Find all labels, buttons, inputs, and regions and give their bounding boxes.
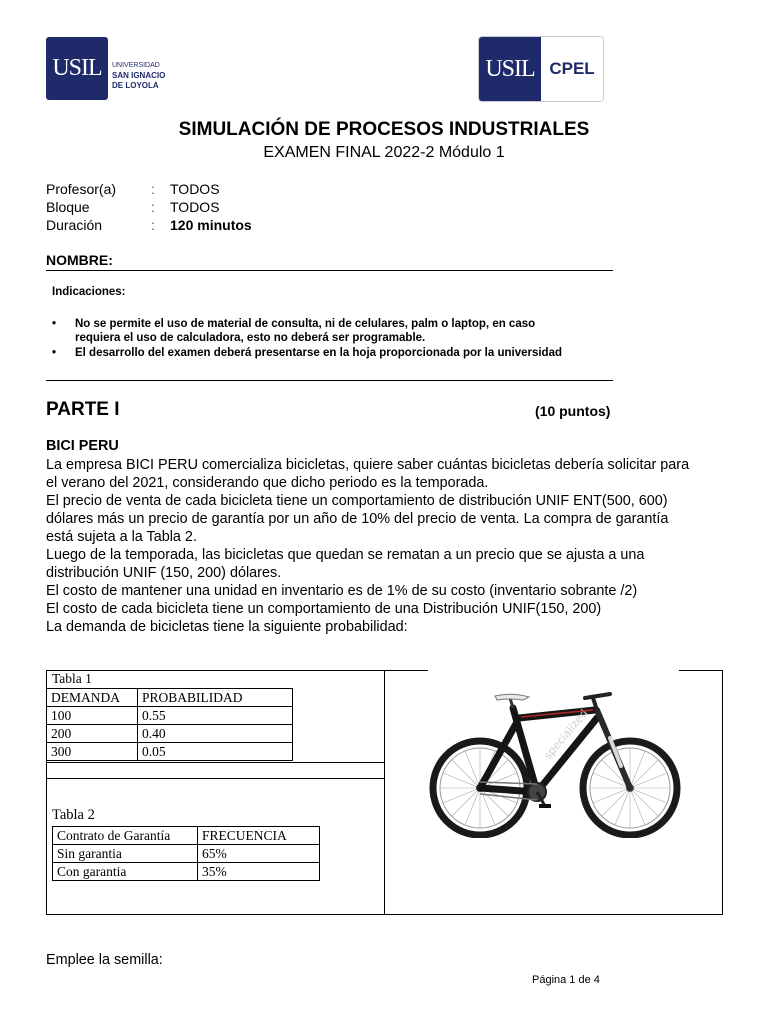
list-item-text: requiera el uso de calculadora, esto no deberá ser programable.: [75, 332, 426, 344]
table-row: [47, 725, 293, 743]
problem-line: La empresa BICI PERU comercializa bicicletas, quiere saber cuántas bicicletas debería solicitar para: [46, 457, 690, 473]
cpel-logo: [478, 36, 604, 102]
exam-subtitle: EXAMEN FINAL 2022-2 Módulo 1: [263, 144, 505, 161]
meta-key: Bloque: [46, 199, 90, 215]
table-cell: 0.55: [138, 707, 293, 725]
table-cell: 65%: [198, 845, 320, 863]
exam-title: SIMULACIÓN DE PROCESOS INDUSTRIALES: [178, 119, 590, 140]
table-header-cell: PROBABILIDAD: [138, 689, 293, 707]
table-row: [47, 743, 293, 761]
table-cell: 200: [47, 725, 138, 743]
list-item-text: No se permite el uso de material de consulta, ni de celulares, palm o laptop, en caso: [75, 318, 536, 330]
tabla2-caption: Tabla 2: [52, 807, 95, 823]
problem-line: Luego de la temporada, las bicicletas que quedan se rematan a un precio que se ajusta a una: [46, 547, 645, 563]
indicaciones-label: Indicaciones:: [52, 286, 126, 298]
cpel-logo-mark-text: USIL: [485, 55, 535, 82]
problem-line: distribución UNIF (150, 200) dólares.: [46, 565, 282, 581]
meta-value: TODOS: [170, 199, 220, 215]
problem-line: El costo de mantener una unidad en inventario es de 1% de su costo (inventario sobrante /2): [46, 583, 638, 599]
table-row: [53, 845, 320, 863]
usil-logo-line1: UNIVERSIDAD: [112, 62, 160, 69]
problem-line: El costo de cada bicicleta tiene un comportamiento de una Distribución UNIF(150, 200): [46, 601, 602, 617]
meta-key: Profesor(a): [46, 181, 117, 197]
cpel-logo-mark: [479, 37, 541, 101]
table-cell: Sin garantia: [53, 845, 198, 863]
meta-value: 120 minutos: [170, 217, 252, 233]
indicaciones-divider: [46, 380, 613, 381]
list-item-text: El desarrollo del examen deberá presentarse en la hoja proporcionada por la universidad: [75, 347, 562, 359]
frame-top-right: [679, 670, 722, 671]
meta-row-duracion: [46, 216, 346, 234]
table-row: [47, 707, 293, 725]
frame-right: [722, 670, 723, 914]
usil-logo-line3: DE LOYOLA: [112, 81, 159, 90]
frame-top-left: [46, 670, 428, 671]
usil-logo-mark: [46, 37, 108, 100]
table-header-cell: Contrato de Garantía: [53, 827, 198, 845]
table-cell: 0.05: [138, 743, 293, 761]
exam-meta: [46, 180, 346, 236]
table-header-row: [47, 689, 293, 707]
problem-line: está sujeta a la Tabla 2.: [46, 529, 197, 545]
frame-bottom: [46, 914, 723, 915]
table-row: [53, 863, 320, 881]
problem-heading: BICI PERU: [46, 438, 119, 454]
tabla2: [52, 826, 320, 881]
meta-sep: :: [151, 181, 155, 197]
meta-row-bloque: [46, 198, 346, 216]
bicycle-image: [425, 688, 685, 838]
frame-mid-upper: [46, 762, 384, 763]
nombre-line: [46, 270, 613, 271]
usil-logo-line2: SAN IGNACIO: [112, 71, 166, 80]
table-header-cell: FRECUENCIA: [198, 827, 320, 845]
table-cell: Con garantia: [53, 863, 198, 881]
table-cell: 35%: [198, 863, 320, 881]
problem-line: dólares más un precio de garantía por un año de 10% del precio de venta. La compra de garantía: [46, 511, 669, 527]
parte-title: PARTE I: [46, 399, 120, 420]
frame-top-seg: [384, 670, 428, 671]
meta-row-profesor: [46, 180, 346, 198]
svg-text:specialized: specialized: [541, 706, 591, 762]
tabla1: [46, 688, 293, 761]
table-cell: 300: [47, 743, 138, 761]
nombre-label: NOMBRE:: [46, 252, 113, 268]
usil-logo: [46, 37, 206, 101]
problem-line: el verano del 2021, considerando que dicho periodo es la temporada.: [46, 475, 489, 491]
tabla1-caption: Tabla 1: [52, 671, 92, 686]
problem-line: La demanda de bicicletas tiene la siguiente probabilidad:: [46, 619, 408, 635]
problem-text: [46, 456, 736, 636]
table-cell: 0.40: [138, 725, 293, 743]
table-cell: 100: [47, 707, 138, 725]
frame-divider: [384, 670, 385, 914]
usil-logo-text: [112, 61, 165, 91]
frame-mid: [46, 778, 384, 779]
table-header-cell: DEMANDA: [47, 689, 138, 707]
semilla-label: Emplee la semilla:: [46, 952, 163, 968]
meta-key: Duración: [46, 217, 103, 233]
meta-sep: :: [151, 199, 155, 215]
meta-sep: :: [151, 217, 155, 233]
bullet-icon: •: [52, 318, 57, 330]
table-header-row: [53, 827, 320, 845]
meta-value: TODOS: [170, 181, 220, 197]
usil-logo-mark-text: USIL: [52, 55, 102, 81]
problem-line: El precio de venta de cada bicicleta tiene un comportamiento de distribución UNIF ENT(500, 600): [46, 493, 668, 509]
parte-points: (10 puntos): [535, 403, 611, 419]
bullet-icon: •: [52, 347, 57, 359]
page-number: Página 1 de 4: [532, 974, 600, 986]
cpel-logo-name: CPEL: [541, 37, 603, 101]
